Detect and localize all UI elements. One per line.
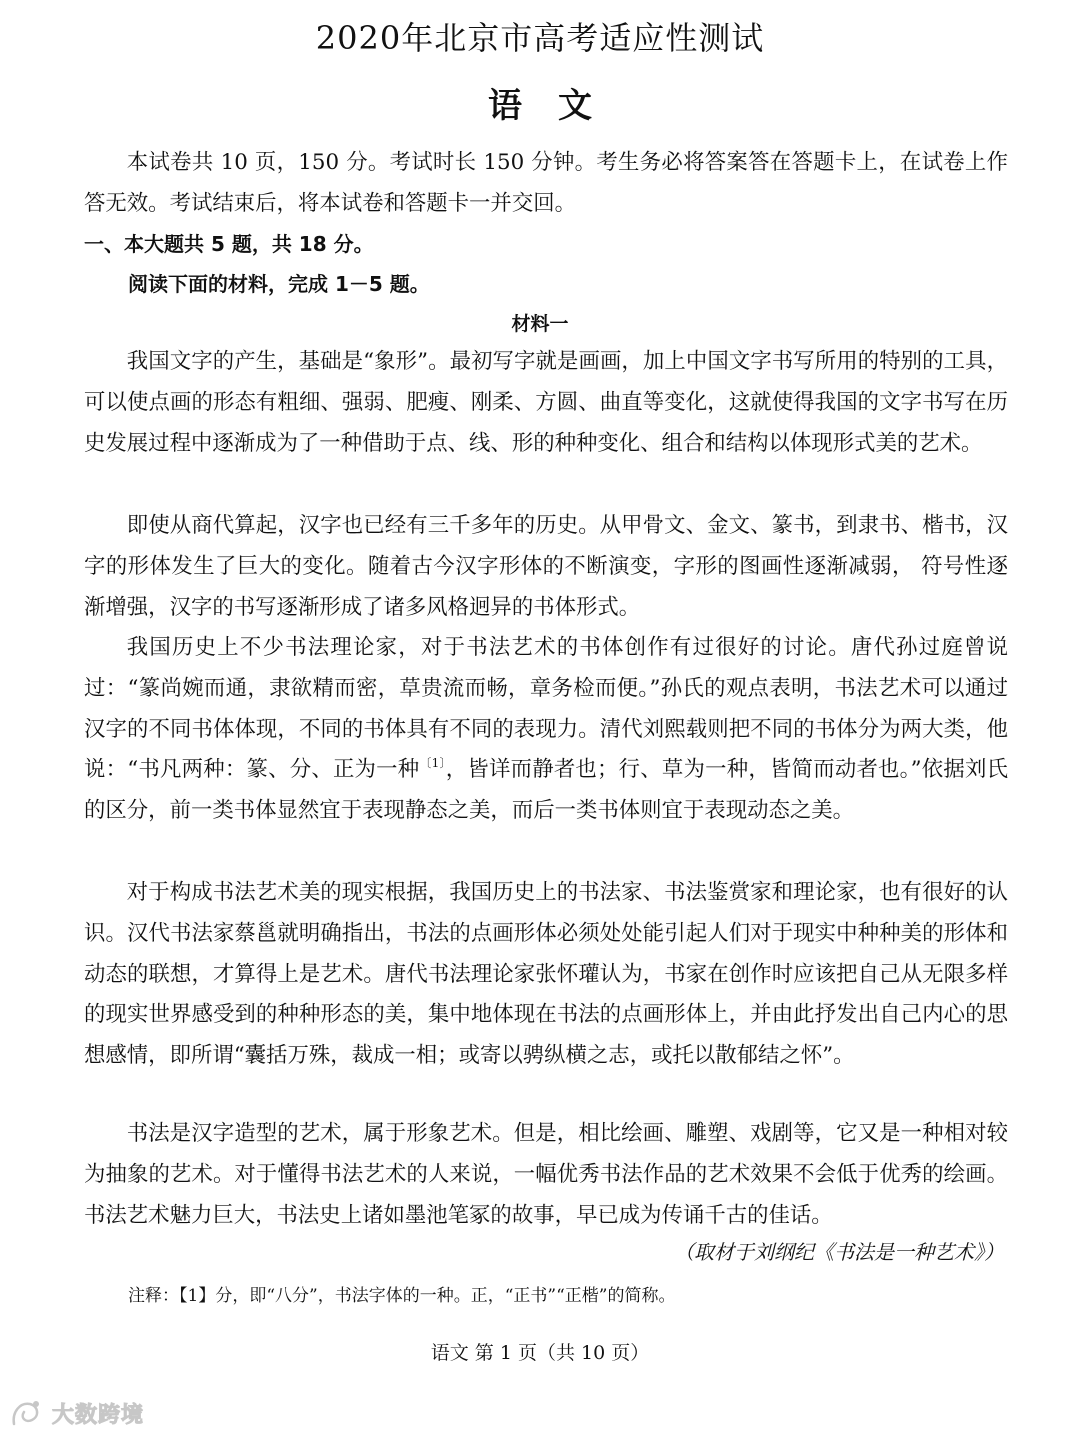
watermark-text: 大数跨境 — [52, 1402, 145, 1428]
paragraph-5: 书法是汉字造型的艺术，属于形象艺术。但是，相比绘画、雕塑、戏剧等，它又是一种相对较为抽象的艺术。对于懂得书法艺术的人来说，一幅优秀书法作品的艺术效果不会低于优秀的绘画。书法艺术魅力巨大，书法史上诸如墨池笔冢的故事，早已成为传诵千古的佳话。 — [84, 1121, 1008, 1228]
paragraph-1: 我国文字的产生，基础是“象形”。最初写字就是画画，加上中国文字书写所用的特别的工具，可以使点画的形态有粗细、强弱、肥瘦、刚柔、方圆、曲直等变化，这就使得我国的文字书写在历史发展过程中逐渐成为了一种借助于点、线、形的种种变化、组合和结构以体现形式美的艺术。 — [84, 349, 1008, 456]
paragraph-2: 即使从商代算起，汉字也已经有三千多年的历史。从甲骨文、金文、篆书，到隶书、楷书，汉字的形体发生了巨大的变化。随着古今汉字形体的不断演变，字形的图画性逐渐减弱， 符号性逐渐增强，汉字的书写逐渐形成了诸多风格迥异的书体形式。 — [84, 513, 1008, 620]
paragraph-4: 对于构成书法艺术美的现实根据，我国历史上的书法家、书法鉴赏家和理论家，也有很好的认识。汉代书法家蔡邕就明确指出，书法的点画形体必须处处能引起人们对于现实中种种美的形体和动态的联想，才算得上是艺术。唐代书法理论家张怀瓘认为，书家在创作时应该把自己从无限多样的现实世界感受到的种种形态的美，集中地体现在书法的点画形体上，并由此抒发出自己内心的思想感情，即所谓“囊括万殊，裁成一相；或寄以骋纵横之志，或托以散郁结之怀”。 — [84, 880, 1008, 1069]
page-footer: 语文 第 1 页（共 10 页） — [430, 1342, 650, 1364]
exam-title: 2020年北京市高考适应性测试 — [315, 19, 765, 57]
brand-logo-icon — [10, 1398, 44, 1428]
watermark — [10, 1396, 144, 1430]
footnote: 注释：【1】分，即“八分”，书法字体的一种。正，“正书”“正楷”的简称。 — [128, 1286, 676, 1306]
material-title: 材料一 — [511, 313, 569, 335]
paragraph-3-text-a: 我国历史上不少书法理论家，对于书法艺术的书体创作有过很好的讨论。唐代孙过庭曾说过：“篆尚婉而通，隶欲精而密，草贵流而畅，章务检而便。”孙氏的观点表明，书法艺术可以通过汉字的不同书体体现，不同的书体具有不同的表现力。清代刘熙载则把不同的书体分为两大类，他说：“书凡两种：篆、分、正为一种 — [84, 635, 1008, 783]
paragraph-3-text-b: ，皆详而静者也；行、草为一种，皆简而动者也。”依据刘氏的区分，前一类书体显然宜于表现静态之美，而后一类书体则宜于表现动态之美。 — [84, 757, 1008, 824]
reading-prompt: 阅读下面的材料，完成 1－5 题。 — [128, 272, 430, 296]
subject-title: 语文 — [488, 86, 628, 126]
paragraph-3 — [84, 628, 1008, 832]
exam-instructions: 本试卷共 10 页，150 分。考试时长 150 分钟。考生务必将答案答在答题卡上，在试卷上作答无效。考试结束后，将本试卷和答题卡一并交回。 — [84, 150, 1008, 216]
footnote-ref: 〔1〕 — [419, 756, 446, 771]
source-citation: （取材于刘纲纪《书法是一种艺术》） — [674, 1240, 1004, 1264]
section-heading: 一、本大题共 5 题，共 18 分。 — [84, 232, 374, 256]
